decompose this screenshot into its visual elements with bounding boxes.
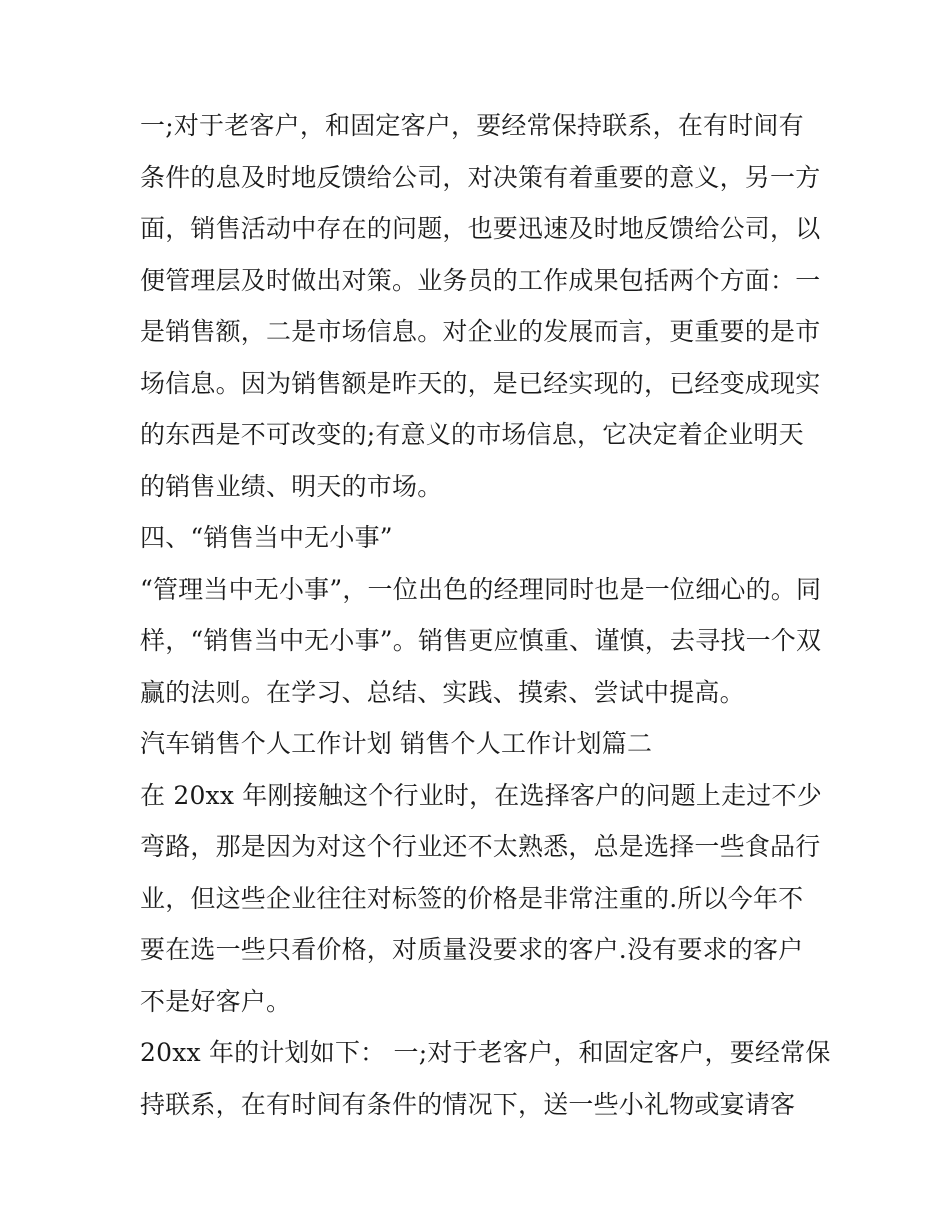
text-line: 便管理层及时做出对策。业务员的工作成果包括两个方面：一 — [140, 265, 821, 295]
document-body — [140, 100, 831, 1130]
text-line: 弯路，那是因为对这个行业还不太熟悉，总是选择一些食品行 — [140, 832, 821, 861]
text-line: 条件的息及时地反馈给公司，对决策有着重要的意义，另一方 — [140, 162, 821, 192]
text-line: 赢的法则。在学习、总结、实践、摸索、尝试中提高。 — [140, 677, 745, 707]
text-line: 要在选一些只看价格，对质量没要求的客户.没有要求的客户 — [140, 935, 804, 964]
text-line: 持联系，在有时间有条件的情况下，送一些小礼物或宴请客 — [140, 1089, 796, 1119]
text-line: 场信息。因为销售额是昨天的，是已经实现的，已经变成现实 — [140, 368, 821, 398]
text-line: 的销售业绩、明天的市场。 — [140, 471, 443, 501]
text-line: 不是好客户。 — [140, 986, 292, 1016]
text-line: 20xx 年的计划如下： 一;对于老客户，和固定客户，要经常保 — [140, 1038, 831, 1067]
article-title: 汽车销售个人工作计划 销售个人工作计划篇二 — [140, 729, 653, 758]
text-line: 样，“销售当中无小事”。销售更应慎重、谨慎，去寻找一个双 — [140, 626, 822, 655]
text-line: 业，但这些企业往往对标签的价格是非常注重的.所以今年不 — [140, 883, 804, 913]
text-line: 一;对于老客户，和固定客户，要经常保持联系，在有时间有 — [140, 111, 804, 140]
text-line: “管理当中无小事”，一位出色的经理同时也是一位细心的。同 — [140, 574, 822, 604]
section-heading: 四、“销售当中无小事” — [140, 523, 393, 552]
text-line: 是销售额，二是市场信息。对企业的发展而言，更重要的是市 — [140, 317, 821, 346]
text-line: 面，销售活动中存在的问题，也要迅速及时地反馈给公司，以 — [140, 214, 821, 243]
text-line: 在 20xx 年刚接触这个行业时，在选择客户的问题上走过不少 — [140, 780, 822, 810]
text-line: 的东西是不可改变的;有意义的市场信息，它决定着企业明天 — [140, 420, 804, 449]
